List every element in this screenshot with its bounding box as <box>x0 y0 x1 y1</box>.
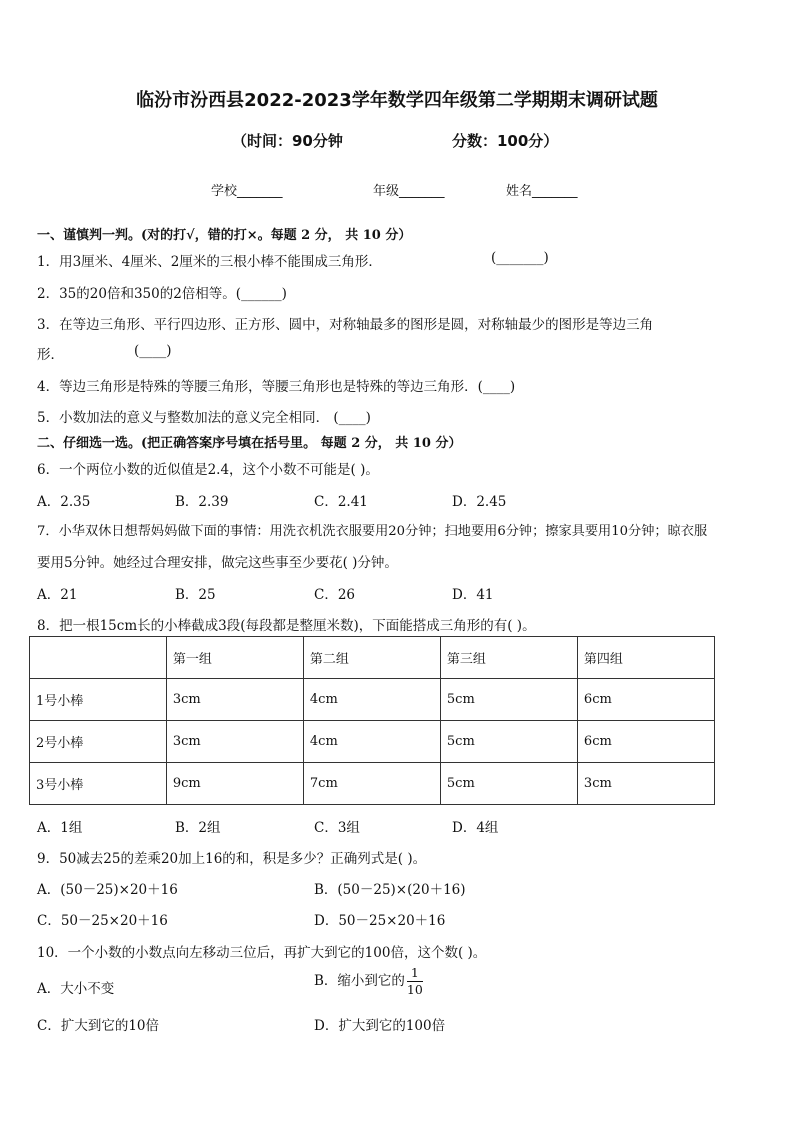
q6-option-b: B．2.39 <box>175 494 229 510</box>
section2-heading: 二、仔细选一选。(把正确答案序号填在括号里。 每题 2 分， 共 10 分） <box>37 436 462 451</box>
q10-option-b <box>314 965 423 998</box>
question-1-blank: (_______) <box>491 250 549 266</box>
question-7-line2: 要用5分钟。她经过合理安排，做完这些事至少要花( )分钟。 <box>37 555 398 571</box>
fraction-denominator: 10 <box>406 982 423 997</box>
table-row <box>30 763 715 805</box>
exam-score: 分数：100分） <box>452 132 559 150</box>
question-3-blank: (____) <box>134 343 172 359</box>
fraction-one-tenth <box>407 965 423 998</box>
table-header-row <box>30 637 715 679</box>
table-cell: 5cm <box>440 721 577 763</box>
question-5: 5．小数加法的意义与整数加法的意义完全相同． (____) <box>37 410 371 426</box>
question-2: 2．35的20倍和350的2倍相等。(______) <box>37 286 287 302</box>
table-cell: 4cm <box>303 679 440 721</box>
question-4: 4．等边三角形是特殊的等腰三角形，等腰三角形也是特殊的等边三角形．(____) <box>37 379 516 395</box>
q9-option-a: A．(50－25)×20＋16 <box>37 882 178 898</box>
table-header-cell: 第三组 <box>440 637 577 679</box>
q6-option-d: D．2.45 <box>452 494 507 510</box>
q9-option-d: D．50－25×20＋16 <box>314 913 446 929</box>
question-3-line2: 形． <box>37 347 64 363</box>
q7-option-a: A．21 <box>37 587 78 603</box>
sticks-table <box>29 636 715 805</box>
table-header-cell: 第二组 <box>303 637 440 679</box>
table-cell: 3cm <box>577 763 714 805</box>
question-8: 8．把一根15cm长的小棒截成3段(每段都是整厘米数)，下面能搭成三角形的有( )。 <box>37 618 536 634</box>
table-cell: 2号小棒 <box>30 721 167 763</box>
table-cell: 6cm <box>577 679 714 721</box>
table-cell: 4cm <box>303 721 440 763</box>
table-cell: 1号小棒 <box>30 679 167 721</box>
q9-option-b: B．(50－25)×(20＋16) <box>314 882 466 898</box>
table-row <box>30 721 715 763</box>
question-9: 9．50减去25的差乘20加上16的和，积是多少？正确列式是( )。 <box>37 851 427 867</box>
q6-option-a: A．2.35 <box>37 494 91 510</box>
q8-option-a: A．1组 <box>37 820 83 836</box>
question-3-line1: 3．在等边三角形、平行四边形、正方形、圆中，对称轴最多的图形是圆，对称轴最少的图形是等边三角 <box>37 317 654 333</box>
question-7-line1: 7．小华双休日想帮妈妈做下面的事情：用洗衣机洗衣服要用20分钟；扫地要用6分钟；擦家具要用10分钟；晾衣服 <box>37 524 708 539</box>
q8-option-b: B．2组 <box>175 820 221 836</box>
table-header-cell <box>30 637 167 679</box>
q8-option-c: C．3组 <box>314 820 360 836</box>
table-cell: 9cm <box>166 763 303 805</box>
exam-time: （时间：90分钟 <box>232 132 343 150</box>
table-cell: 3cm <box>166 721 303 763</box>
question-6: 6．一个两位小数的近似值是2.4，这个小数不可能是( )。 <box>37 462 379 478</box>
table-row <box>30 679 715 721</box>
table-header-cell: 第四组 <box>577 637 714 679</box>
table-cell: 3号小棒 <box>30 763 167 805</box>
grade-field: 年级_______ <box>373 184 445 199</box>
q7-option-c: C．26 <box>314 587 356 603</box>
table-header-cell: 第一组 <box>166 637 303 679</box>
table-cell: 5cm <box>440 679 577 721</box>
name-field: 姓名_______ <box>506 184 578 199</box>
q6-option-c: C．2.41 <box>314 494 368 510</box>
section1-heading: 一、谨慎判一判。(对的打√，错的打×。每题 2 分， 共 10 分） <box>37 228 412 243</box>
q7-option-d: D．41 <box>452 587 494 603</box>
school-field: 学校_______ <box>211 184 283 199</box>
q10-option-b-text: B．缩小到它的 <box>314 973 405 989</box>
q10-option-c: C．扩大到它的10倍 <box>37 1018 160 1034</box>
page-title: 临汾市汾西县2022-2023学年数学四年级第二学期期末调研试题 <box>136 90 658 111</box>
question-10: 10．一个小数的小数点向左移动三位后，再扩大到它的100倍，这个数( )。 <box>37 945 487 961</box>
fraction-numerator: 1 <box>407 965 423 982</box>
table-cell: 6cm <box>577 721 714 763</box>
q10-option-d: D．扩大到它的100倍 <box>314 1018 446 1034</box>
question-1: 1．用3厘米、4厘米、2厘米的三根小棒不能围成三角形． <box>37 254 382 270</box>
table-cell: 3cm <box>166 679 303 721</box>
table-cell: 7cm <box>303 763 440 805</box>
q10-option-a: A．大小不变 <box>37 981 115 997</box>
table-cell: 5cm <box>440 763 577 805</box>
q7-option-b: B．25 <box>175 587 216 603</box>
q8-option-d: D．4组 <box>452 820 499 836</box>
q9-option-c: C．50－25×20＋16 <box>37 913 168 929</box>
